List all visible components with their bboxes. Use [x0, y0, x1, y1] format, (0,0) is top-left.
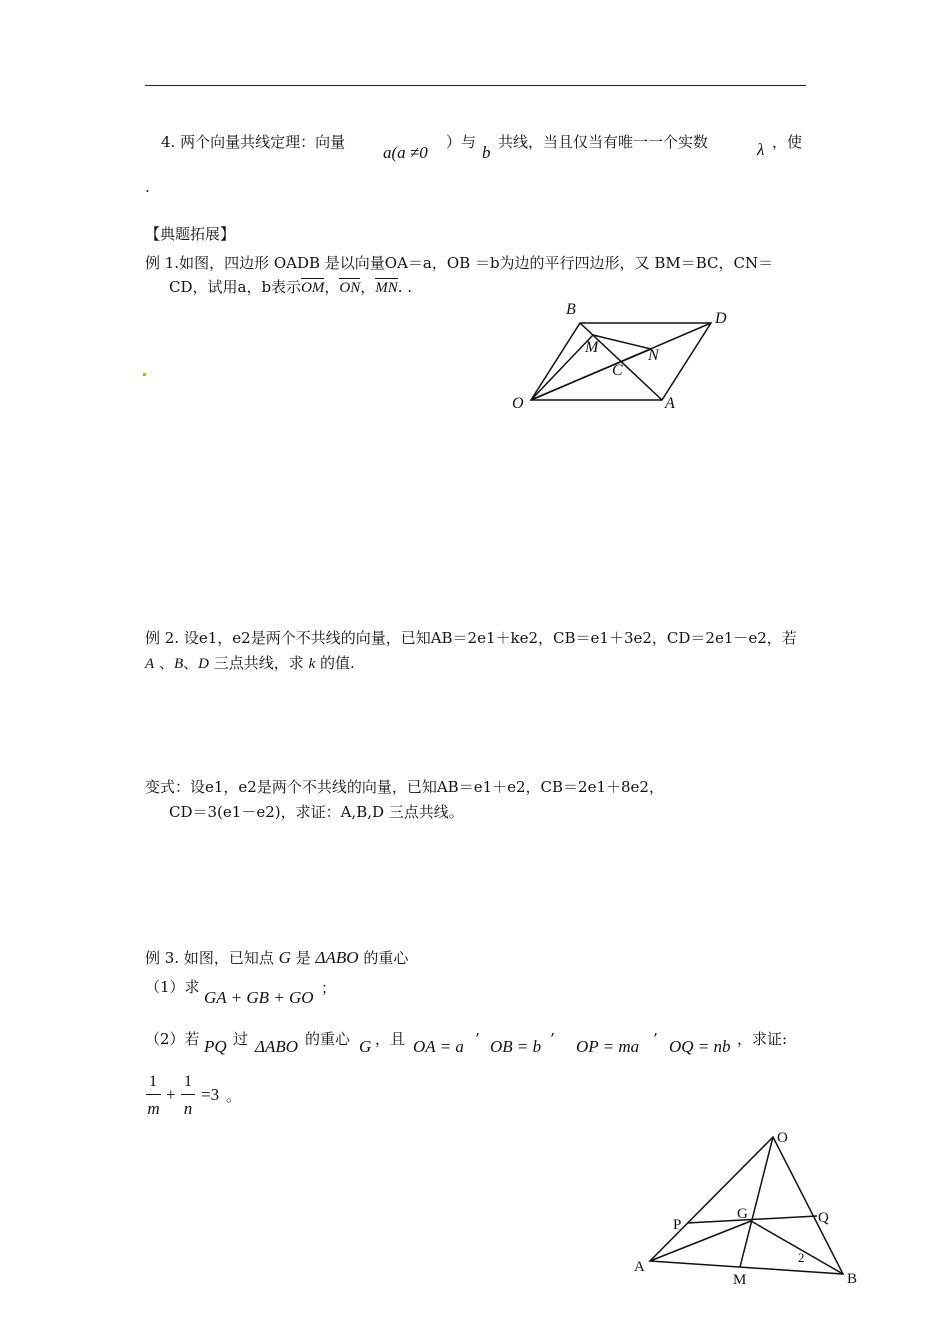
- triangle-abo: ΔABO: [315, 948, 359, 967]
- prime-mark: ’: [653, 1030, 658, 1048]
- label-two: 2: [798, 1250, 805, 1265]
- separator: 、: [183, 654, 199, 672]
- header-rule: [145, 85, 806, 86]
- vector-om: OM: [301, 280, 325, 296]
- equals-three: =3: [201, 1085, 220, 1104]
- example-2-tail: 三点共线，求: [213, 654, 304, 672]
- label-a: A: [634, 1259, 645, 1275]
- theorem-4-lambda: λ: [757, 140, 765, 159]
- word-is: 是: [295, 949, 311, 967]
- theorem-4-prefix: 4. 两个向量共线定理：向量: [161, 133, 346, 151]
- label-c: C: [612, 362, 623, 379]
- question-1-end: ；: [321, 979, 337, 997]
- parallelogram-figure: [500, 295, 750, 420]
- triangle-figure: [620, 1120, 870, 1290]
- question-2-op: OP = ma: [576, 1037, 640, 1056]
- fraction-2-bar: [181, 1094, 195, 1095]
- plus-sign: +: [166, 1085, 176, 1104]
- theorem-4-math-a: a(a ≠0: [383, 143, 428, 162]
- question-1-expr: GA + GB + GO: [204, 988, 314, 1007]
- example-1-line2-text: CD，试用a，b表示: [169, 278, 302, 296]
- word-centroid: 的重心: [363, 949, 409, 967]
- segment-on: [531, 349, 651, 400]
- question-2-and: ，且: [375, 1030, 406, 1048]
- theorem-4-paren: ）与: [446, 133, 477, 151]
- example-3-line1: [145, 947, 408, 968]
- variant-line2: CD＝3(e1－e2)，求证：A,B,D 三点共线。: [169, 803, 464, 821]
- line-end: . .: [397, 278, 413, 296]
- label-g: G: [737, 1206, 748, 1222]
- example-2-line1: 例 2. 设e1，e2是两个不共线的向量，已知AB＝2e1＋ke2，CB＝e1＋3e2，CD＝2e1－e2，若: [145, 629, 797, 647]
- label-m: M: [733, 1272, 747, 1288]
- point-a: A: [145, 656, 155, 672]
- segment-mn: [593, 335, 651, 349]
- label-d: D: [715, 310, 727, 327]
- theorem-4-middle: 共线，当且仅当有唯一一个实数: [498, 133, 709, 151]
- example-1-line1: 例 1.如图，四边形 OADB 是以向量OA＝a，OB ＝b为边的平行四边形，又 BM＝BC，CN＝: [145, 254, 774, 272]
- label-a: A: [665, 395, 675, 412]
- highlight-mark: [143, 373, 146, 376]
- segment-om: [531, 335, 593, 400]
- median-om: [740, 1137, 773, 1267]
- label-p: P: [673, 1217, 682, 1233]
- vector-mn: MN: [375, 280, 398, 296]
- period: 。: [226, 1087, 242, 1105]
- fraction-1-numerator: 1: [149, 1073, 157, 1090]
- question-2-pass: 过: [233, 1030, 249, 1048]
- label-b: B: [847, 1271, 858, 1287]
- question-1-label: （1）求: [145, 978, 200, 996]
- label-o: O: [777, 1130, 788, 1146]
- question-2-oq: OQ = nb: [669, 1037, 731, 1056]
- variable-k: k: [308, 656, 316, 672]
- label-n: N: [648, 347, 659, 364]
- variant-line1: 变式：设e1，e2是两个不共线的向量，已知AB＝e1＋e2，CB＝2e1＋8e2，: [145, 778, 664, 796]
- question-2-g: G: [359, 1037, 372, 1056]
- point-b: B: [173, 656, 184, 672]
- segment-ag: [650, 1221, 751, 1261]
- theorem-4-dot: .: [145, 178, 150, 196]
- fraction-1-bar: [146, 1094, 161, 1095]
- separator: ，: [324, 278, 340, 296]
- point-d: D: [198, 656, 209, 672]
- question-2-prove: ，求证:: [737, 1030, 788, 1048]
- separator: 、: [158, 654, 174, 672]
- fraction-2-denominator: n: [183, 1099, 193, 1118]
- theorem-4-math-b: b: [482, 143, 491, 162]
- example-2-tail2: 的值.: [320, 654, 355, 672]
- vector-on: ON: [339, 280, 361, 296]
- prime-mark: ’: [550, 1030, 555, 1048]
- separator: ，: [360, 278, 376, 296]
- question-2-ob: OB = b: [490, 1037, 542, 1056]
- example-2-line2: [145, 652, 355, 673]
- label-o: O: [512, 395, 524, 412]
- question-2-triangle: ΔABO: [255, 1037, 299, 1056]
- label-b: B: [566, 301, 576, 318]
- question-2-centroid: 的重心: [305, 1030, 351, 1048]
- theorem-4-suffix: ，使: [772, 133, 803, 151]
- example-3-prefix: 例 3. 如图，已知点: [145, 949, 274, 967]
- label-m: M: [585, 339, 599, 356]
- fraction-1-denominator: m: [147, 1099, 160, 1118]
- point-g: G: [278, 948, 291, 967]
- question-2-oa: OA = a: [413, 1037, 464, 1056]
- fraction-2-numerator: 1: [184, 1073, 192, 1090]
- question-2-label: （2）若: [145, 1030, 200, 1048]
- prime-mark: ’: [475, 1030, 480, 1048]
- section-title: 【典题拓展】: [145, 225, 236, 243]
- question-2-pq: PQ: [204, 1037, 227, 1056]
- label-q: Q: [818, 1210, 829, 1226]
- example-1-line2: [169, 276, 412, 297]
